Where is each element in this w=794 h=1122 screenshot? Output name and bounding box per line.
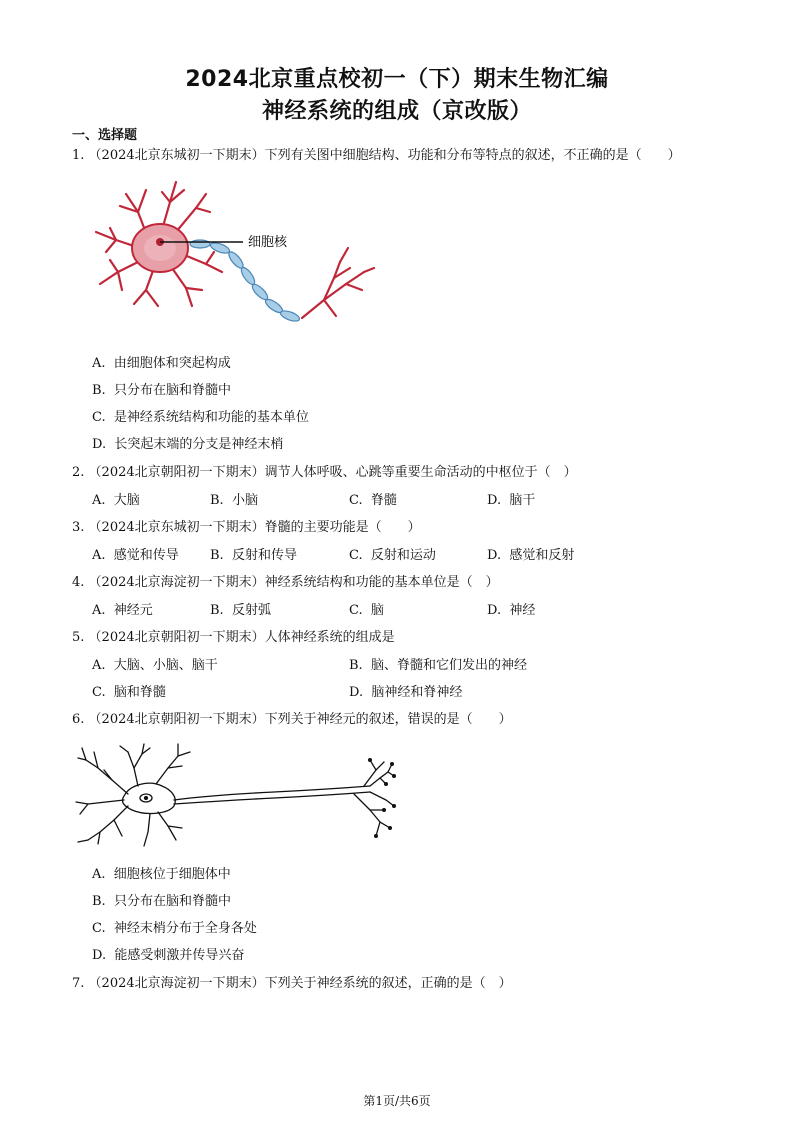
option-4a[interactable]: A. 神经元: [92, 603, 153, 618]
option-1b[interactable]: B. 只分布在脑和脊髓中: [92, 383, 231, 398]
option-6b[interactable]: B. 只分布在脑和脊髓中: [92, 894, 231, 909]
option-6d[interactable]: D. 能感受刺激并传导兴奋: [92, 948, 245, 963]
option-5c[interactable]: C. 脑和脊髓: [92, 685, 166, 700]
neuron-figure-line: [74, 740, 396, 848]
option-2b[interactable]: B. 小脑: [210, 493, 258, 508]
option-4b[interactable]: B. 反射弧: [210, 603, 271, 618]
option-6a[interactable]: A. 细胞核位于细胞体中: [92, 867, 231, 882]
question-7: 7. （2024北京海淀初一下期末）下列关于神经系统的叙述，正确的是（ ）: [72, 976, 512, 991]
option-4c[interactable]: C. 脑: [349, 603, 384, 618]
question-3: 3. （2024北京东城初一下期末）脊髓的主要功能是（ ）: [72, 520, 421, 535]
option-3b[interactable]: B. 反射和传导: [210, 548, 297, 563]
option-1d[interactable]: D. 长突起末端的分支是神经末梢: [92, 437, 284, 452]
question-6: 6. （2024北京朝阳初一下期末）下列关于神经元的叙述，错误的是（ ）: [72, 712, 512, 727]
option-1c[interactable]: C. 是神经系统结构和功能的基本单位: [92, 410, 309, 425]
option-2a[interactable]: A. 大脑: [92, 493, 140, 508]
question-2: 2. （2024北京朝阳初一下期末）调节人体呼吸、心跳等重要生命活动的中枢位于（ ）: [72, 465, 577, 480]
question-1: [72, 144, 681, 163]
option-2d[interactable]: D. 脑干: [487, 493, 536, 508]
question-text: 下列有关图中细胞结构、功能和分布等特点的叙述，不正确的是（ ）: [264, 148, 681, 163]
page-title: 2024北京重点校初一（下）期末生物汇编: [185, 67, 609, 92]
question-source: （2024北京东城初一下期末）: [88, 148, 265, 163]
question-4: 4. （2024北京海淀初一下期末）神经系统结构和功能的基本单位是（ ）: [72, 575, 499, 590]
option-5d[interactable]: D. 脑神经和脊神经: [349, 685, 463, 700]
option-5b[interactable]: B. 脑、脊髓和它们发出的神经: [349, 658, 527, 673]
page-footer: 第1页/共6页: [363, 1094, 431, 1108]
page-subtitle: 神经系统的组成（京改版）: [261, 99, 532, 124]
option-5a[interactable]: A. 大脑、小脑、脑干: [92, 658, 218, 673]
option-3a[interactable]: A. 感觉和传导: [92, 548, 179, 563]
nucleus-label: 细胞核: [248, 235, 288, 250]
question-number: 1.: [72, 148, 85, 163]
option-3c[interactable]: C. 反射和运动: [349, 548, 436, 563]
option-3d[interactable]: D. 感觉和反射: [487, 548, 575, 563]
neuron-figure-color: [88, 172, 378, 334]
option-2c[interactable]: C. 脊髓: [349, 493, 397, 508]
option-4d[interactable]: D. 神经: [487, 603, 536, 618]
option-1a[interactable]: A. 由细胞体和突起构成: [92, 356, 231, 371]
question-5: 5. （2024北京朝阳初一下期末）人体神经系统的组成是: [72, 630, 395, 645]
option-6c[interactable]: C. 神经末梢分布于全身各处: [92, 921, 257, 936]
section-heading: 一、选择题: [72, 128, 138, 143]
